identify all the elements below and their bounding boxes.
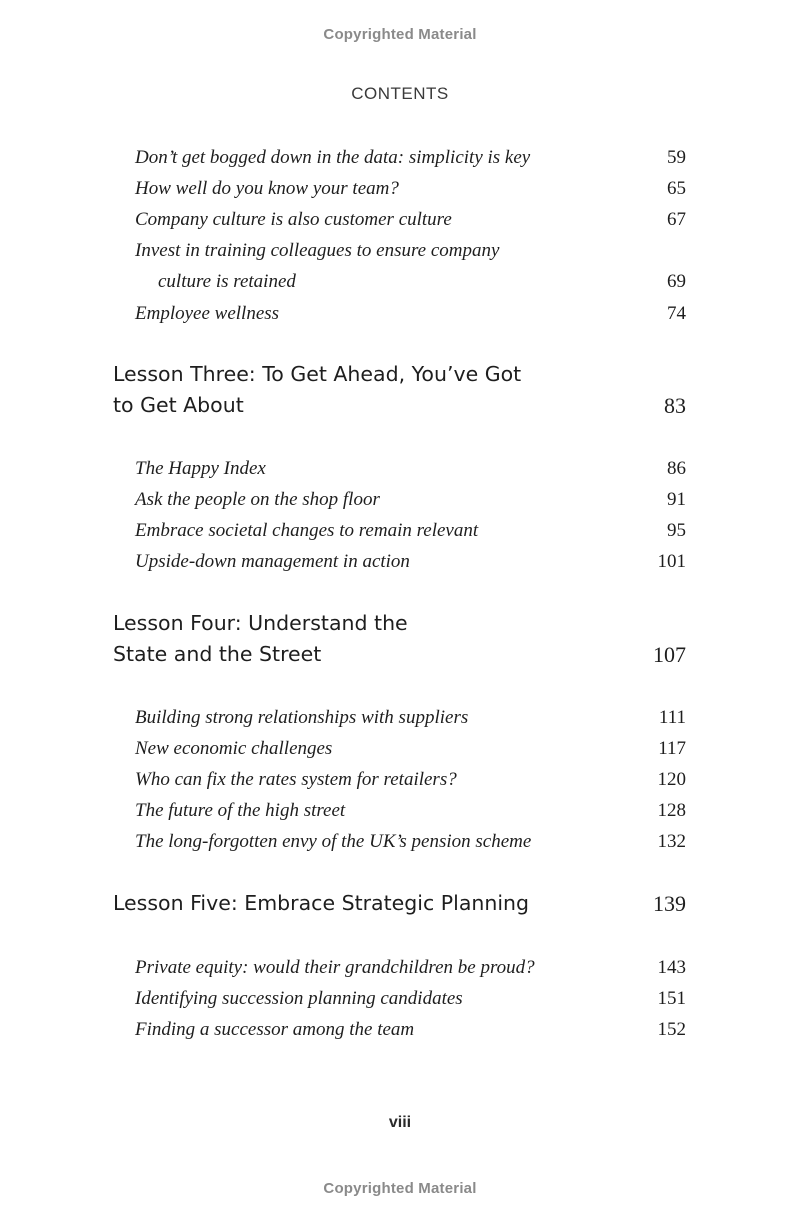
toc-entry-title: Invest in training colleagues to ensure company <box>135 240 500 261</box>
lesson-page: 107 <box>653 642 686 667</box>
toc-entry-page: 67 <box>667 209 686 230</box>
toc-entry-page: 69 <box>667 271 686 292</box>
toc-entry-title: The Happy Index <box>135 458 266 479</box>
lesson-page: 139 <box>653 891 686 916</box>
toc-entry-page: 65 <box>667 178 686 199</box>
toc-entry-page: 111 <box>658 707 686 728</box>
toc-entry-page: 152 <box>657 1019 686 1040</box>
lesson-title-line2: to Get About <box>113 393 244 417</box>
running-head: CONTENTS <box>351 84 449 103</box>
toc-entry-page: 59 <box>667 147 686 168</box>
toc-entry-page: 120 <box>657 769 686 790</box>
toc-entry-title-continued: culture is retained <box>158 271 296 292</box>
toc-entry-title: Building strong relationships with suppliers <box>135 707 469 728</box>
toc-entry-title: The future of the high street <box>135 800 346 821</box>
toc-entry-title: Embrace societal changes to remain relevant <box>135 520 479 541</box>
lesson-title-line1: Lesson Five: Embrace Strategic Planning <box>113 891 530 915</box>
toc-entry-title: Who can fix the rates system for retailers? <box>135 769 457 790</box>
toc-entry-title: Identifying succession planning candidates <box>135 988 463 1009</box>
lesson-title-line2: State and the Street <box>113 642 322 666</box>
toc-entry-title: Company culture is also customer culture <box>135 209 452 230</box>
toc-entry-title: The long-forgotten envy of the UK’s pension scheme <box>135 831 532 852</box>
page-folio: viii <box>388 1114 412 1131</box>
toc-entry-page: 132 <box>657 831 686 852</box>
toc-entry-title: Private equity: would their grandchildren be proud? <box>135 957 535 978</box>
toc-entry-title: New economic challenges <box>135 738 333 759</box>
toc-entry-page: 117 <box>658 738 686 759</box>
toc-entry-title: Don’t get bogged down in the data: simplicity is key <box>135 147 531 168</box>
toc-entry-page: 95 <box>667 520 686 541</box>
toc-entry-title: Ask the people on the shop floor <box>135 489 380 510</box>
toc-entry-page: 151 <box>657 988 686 1009</box>
lesson-title-line1: Lesson Three: To Get Ahead, You’ve Got <box>113 362 522 386</box>
toc-entry-page: 143 <box>657 957 686 978</box>
toc-entry-page: 101 <box>657 551 686 572</box>
lesson-title-line1: Lesson Four: Understand the <box>113 611 408 635</box>
toc-entry-title: Finding a successor among the team <box>135 1019 415 1040</box>
toc-entry-page: 86 <box>667 458 686 479</box>
toc-entry-title: Upside-down management in action <box>135 551 410 572</box>
toc-entry-page: 74 <box>667 303 686 324</box>
toc-entry-title: How well do you know your team? <box>135 178 399 199</box>
copyright-watermark-top: Copyrighted Material <box>323 26 477 43</box>
toc-entry-title: Employee wellness <box>135 303 280 324</box>
toc-entry-page: 128 <box>657 800 686 821</box>
copyright-watermark-bottom: Copyrighted Material <box>323 1180 477 1197</box>
lesson-page: 83 <box>664 393 686 418</box>
toc-entry-page: 91 <box>667 489 686 510</box>
